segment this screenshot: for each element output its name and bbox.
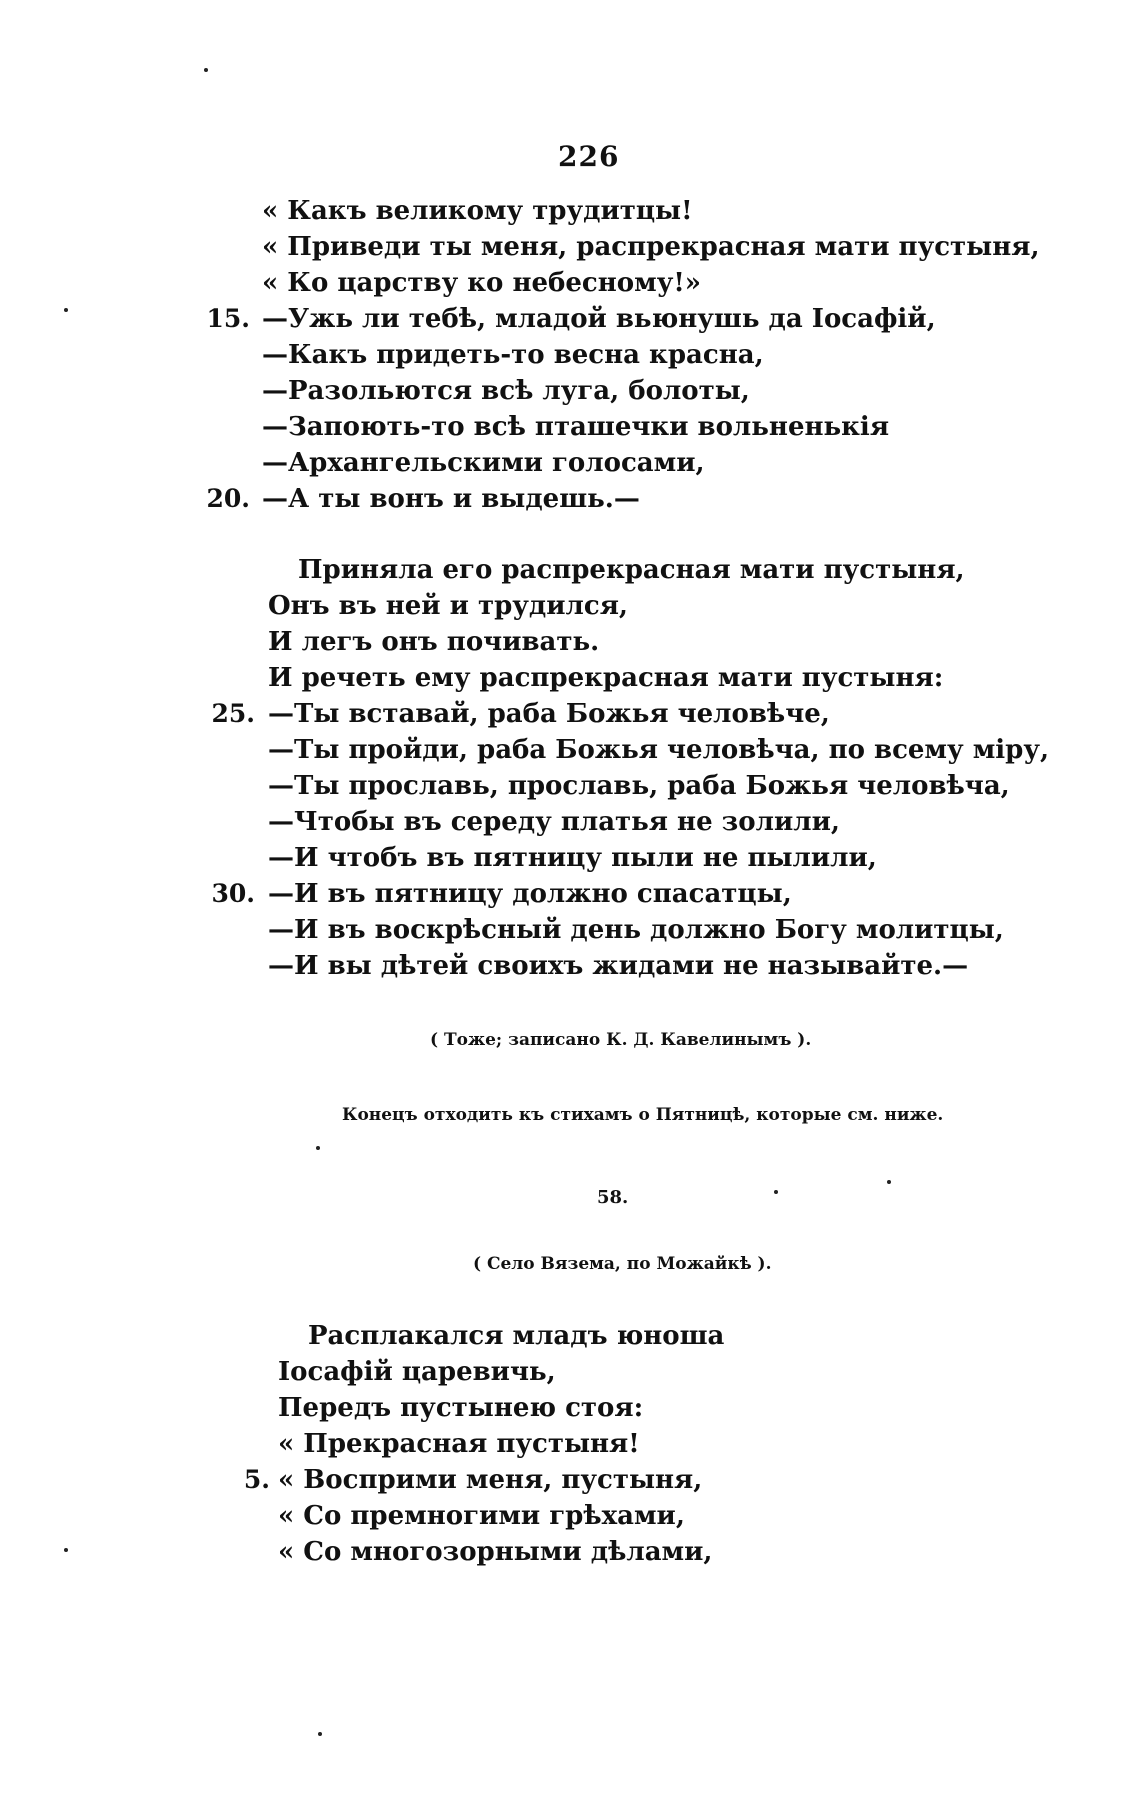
verse-line: « Со премногими грѣхами, [278, 1501, 685, 1531]
scan-speck [887, 1180, 891, 1184]
verse-line: —Какъ придеть-то весна красна, [262, 340, 764, 370]
line-number: 30. [211, 879, 255, 908]
verse-line: Расплакался младъ юноша [308, 1321, 725, 1351]
scan-speck [318, 1732, 322, 1736]
poem-stanza-3 [0, 1318, 1140, 1570]
verse-line: Іосафій царевичь, [278, 1357, 556, 1387]
line-number: 15. [206, 304, 250, 333]
verse-line: Онъ въ ней и трудился, [268, 591, 628, 621]
verse-line: —И чтобъ въ пятницу пыли не пылили, [268, 843, 877, 873]
scan-speck [316, 1146, 320, 1150]
scan-speck [64, 308, 68, 312]
source-note: ( Тоже; записано К. Д. Кавелинымъ ). [430, 1030, 812, 1050]
poem-stanza-1 [0, 193, 1140, 517]
scan-speck [64, 1548, 68, 1552]
verse-line: —И вы дѣтей своихъ жидами не называйте.— [268, 951, 969, 981]
line-number: 20. [206, 484, 250, 513]
verse-line: И легъ онъ почивать. [268, 627, 600, 657]
poem-stanza-2 [0, 552, 1140, 984]
verse-line: « Ко царству ко небесному!» [262, 268, 702, 298]
verse-line: « Приведи ты меня, распрекрасная мати пустыня, [262, 232, 1040, 262]
verse-line: « Прекрасная пустыня! [278, 1429, 640, 1459]
scan-speck [204, 68, 208, 72]
verse-line: —Запоють-то всѣ пташечки вольненькія [262, 412, 890, 442]
ending-note: Конецъ отходить къ стихамъ о Пятницѣ, которые см. ниже. [342, 1105, 944, 1125]
line-number: 5. [243, 1465, 270, 1494]
verse-line: 25. —Ты вставай, раба Божья человѣче, [0, 696, 1140, 732]
verse-line: —Разольются всѣ луга, болоты, [262, 376, 750, 406]
section-number: 58. [597, 1187, 629, 1208]
verse-line: « Какъ великому трудитцы! [262, 196, 693, 226]
verse-line: 30. —И въ пятницу должно спасатцы, [0, 876, 1140, 912]
line-number: 25. [211, 699, 255, 728]
verse-line: Приняла его распрекрасная мати пустыня, [298, 555, 965, 585]
verse-line: И речеть ему распрекрасная мати пустыня: [268, 663, 944, 693]
verse-line: 20. —А ты вонъ и выдешь.— [0, 481, 1140, 517]
verse-line: —Ты прославь, прославь, раба Божья человѣча, [268, 771, 1010, 801]
verse-line: 5. « Восприми меня, пустыня, [0, 1462, 1140, 1498]
verse-line: « Со многозорными дѣлами, [278, 1537, 713, 1567]
page-number: 226 [558, 140, 620, 173]
verse-line: 15. —Ужь ли тебѣ, младой вьюнушь да Іосафій, [0, 301, 1140, 337]
verse-line: —Чтобы въ середу платья не золили, [268, 807, 840, 837]
scan-speck [774, 1190, 778, 1194]
verse-line: Передъ пустынею стоя: [278, 1393, 644, 1423]
section-place: ( Село Вязема, по Можайкѣ ). [473, 1254, 772, 1274]
verse-line: —Ты пройди, раба Божья человѣча, по всему міру, [268, 735, 1050, 765]
verse-line: —Архангельскими голосами, [262, 448, 705, 478]
verse-line: —И въ воскрѣсный день должно Богу молитцы, [268, 915, 1004, 945]
